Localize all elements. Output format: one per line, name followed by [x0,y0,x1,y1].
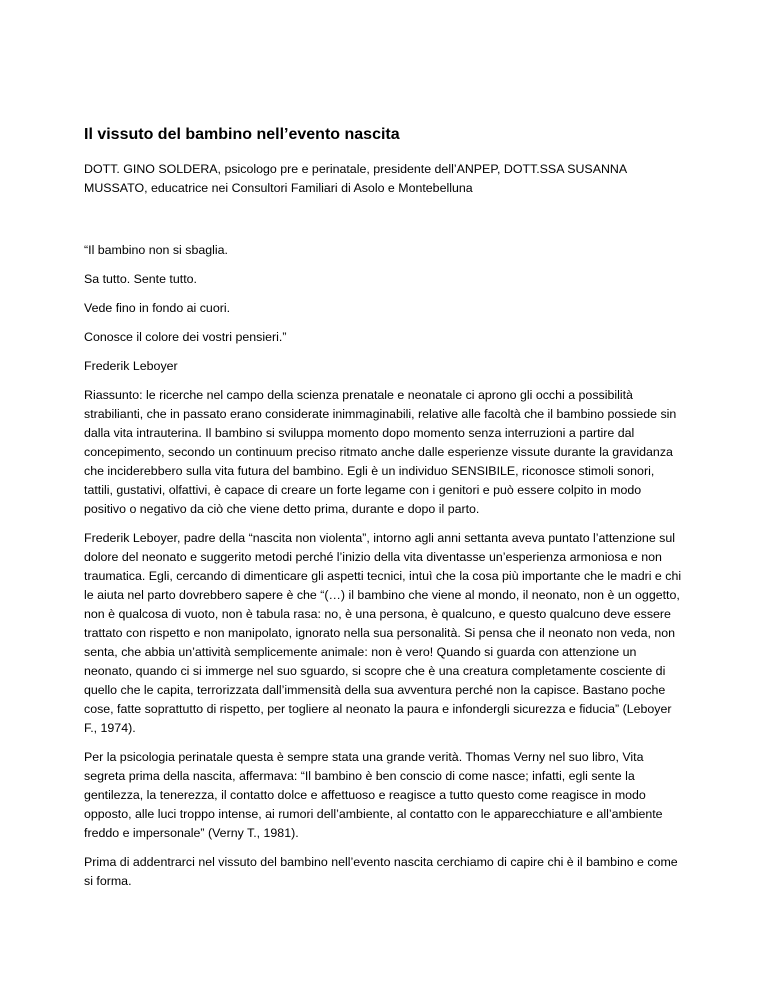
quote-author: Frederik Leboyer [84,359,178,373]
authors-line: DOTT. GINO SOLDERA, psicologo pre e perinatale, presidente dell’ANPEP, DOTT.SSA SUSANNA MUSSATO, educatrice nei Consultori Familiari di Asolo e Montebelluna [84,162,627,195]
document-body [84,124,684,901]
paragraph-summary: Riassunto: le ricerche nel campo della scienza prenatale e neonatale ci aprono gli occhi a possibilità strabilianti, che in passato erano considerate inimmaginabili, relative alle facoltà che il bambino possiede sin dalla vita intrauterina. Il bambino si sviluppa momento dopo momento senza interruzioni a partire dal concepimento, secondo un continuum preciso ritmato anche dalle esperienze vissute durante la gravidanza che inciderebbero sulla vita futura del bambino. Egli è un individuo SENSIBILE, riconosce stimoli sonori, tattili, gustativi, olfattivi, è capace di creare un forte legame con i genitori e può essere colpito in modo positivo o negativo da ciò che viene detto prima, durante e dopo il parto. [84,388,677,516]
paragraph-leboyer: Frederik Leboyer, padre della “nascita non violenta”, intorno agli anni settanta aveva puntato l’attenzione sul dolore del neonato e suggerito metodi perché l’inizio della vita diventasse un’esperienza armoniosa e non traumatica. Egli, cercando di dimenticare gli aspetti tecnici, intuì che la cosa più importante che le madri e chi le aiuta nel parto dovrebbero sapere è che “(…) il bambino che viene al mondo, il neonato, non è un oggetto, non è qualcosa di vuoto, non è tabula rasa: no, è una persona, è qualcuno, e questo qualcuno deve essere trattato con rispetto e non manipolato, ignorato nella sua personalità. Si pensa che il neonato non veda, non senta, che abbia un’attività semplicemente animale: non è vero! Quando si guarda con attenzione un neonato, quando ci si immerge nel suo sguardo, si scopre che è una creatura completamente cosciente di quello che le capita, terrorizzata dall’immensità della sua avventura perché non la capisce. Bastano poche cose, fatte soprattutto di rispetto, per togliere al neonato la paura e infondergli sicurezza e fiducia” (Leboyer F., 1974). [84,531,682,735]
paragraph-intro: Prima di addentrarci nel vissuto del bambino nell’evento nascita cerchiamo di capire chi è il bambino e come si forma. [84,855,678,888]
quote-line: Vede fino in fondo ai cuori. [84,301,231,315]
quote-line: Sa tutto. Sente tutto. [84,272,197,286]
document-title: Il vissuto del bambino nell’evento nascita [84,126,400,143]
quote-line: “Il bambino non si sbaglia. [84,243,228,257]
quote-line: Conosce il colore dei vostri pensieri.” [84,330,287,344]
paragraph-verny: Per la psicologia perinatale questa è sempre stata una grande verità. Thomas Verny nel suo libro, Vita segreta prima della nascita, affermava: “Il bambino è ben conscio di come nasce; infatti, egli sente la gentilezza, la tenerezza, il contatto dolce e affettuoso e reagisce a tutto questo come reagisce in modo opposto, alle luci troppo intense, ai rumori dell’ambiente, al contatto con le apparecchiature e all’ambiente freddo e impersonale” (Verny T., 1981). [84,750,663,840]
